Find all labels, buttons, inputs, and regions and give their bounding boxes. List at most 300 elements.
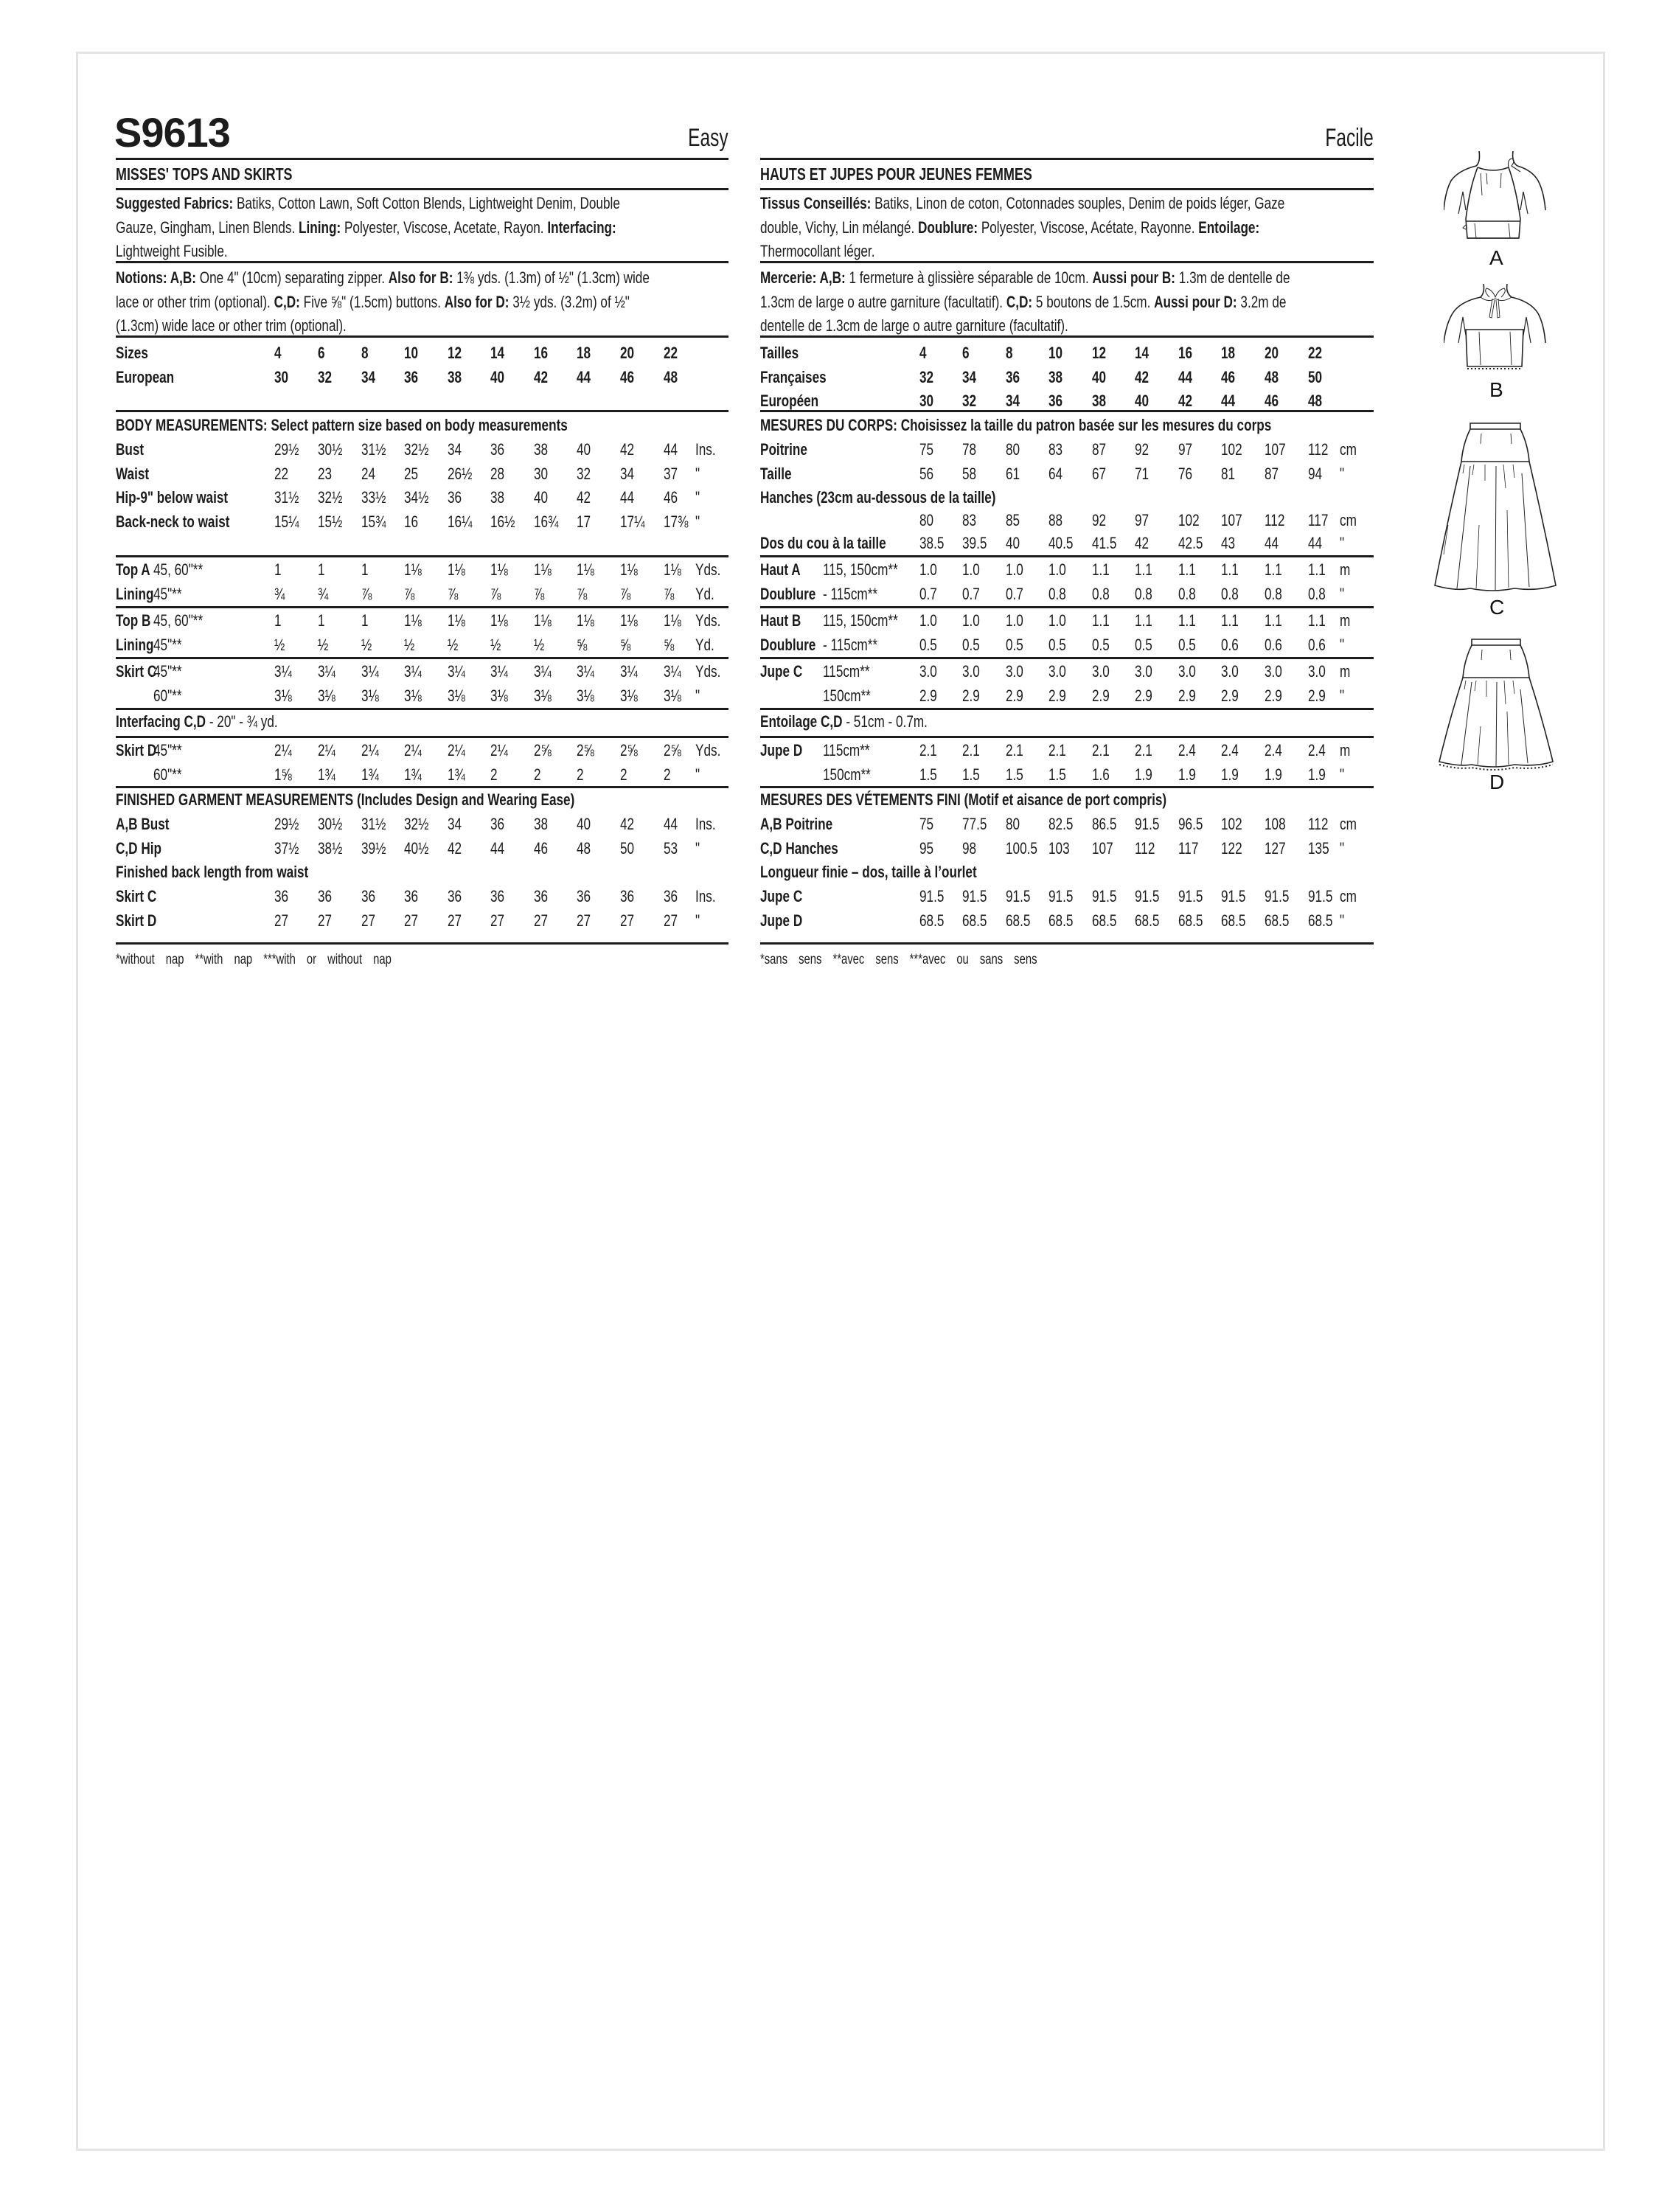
- cell-value: 17⅜: [664, 512, 689, 531]
- table-row: [760, 763, 1374, 787]
- cell-value: 38: [534, 440, 549, 459]
- row-label: C,D Hip: [116, 838, 161, 858]
- cell-value: 3¼: [534, 662, 552, 681]
- cell-value: 36: [490, 815, 505, 833]
- notions: Notions: A,B: One 4" (10cm) separating zipper. Also for B: 1⅜ yds. (1.3m) of ½" (1.3cm) wide lace or other trim (optional). C,D: Five ⅝" (1.5cm) buttons. Also for D: 3½ yds. (3.2m) of ½" (1.3cm) wide lace or other trim (optional).: [116, 268, 650, 335]
- cell-value: 10: [404, 344, 419, 362]
- cell-value: 1.0: [1048, 611, 1066, 630]
- cell-value: 1⅛: [620, 611, 638, 630]
- cell-value: 38½: [318, 838, 343, 858]
- cell-value: 3¼: [448, 662, 465, 681]
- cell-value: 27: [534, 911, 549, 930]
- cell-value: 34: [962, 367, 977, 386]
- cell-value: 2.4: [1221, 741, 1239, 759]
- unit-label: ": [695, 765, 700, 784]
- table-row: [760, 462, 1374, 487]
- cell-value: 2.4: [1178, 741, 1196, 759]
- row-label: Top B: [116, 611, 151, 630]
- cell-value: 80: [1006, 440, 1020, 459]
- unit-label: ": [695, 488, 700, 507]
- cell-value: 68.5: [919, 911, 945, 930]
- cell-value: 3¼: [318, 662, 335, 681]
- cell-value: 71: [1135, 464, 1150, 483]
- cell-value: 67: [1092, 464, 1107, 483]
- cell-value: 0.8: [1178, 584, 1196, 603]
- cell-value: 36: [448, 887, 462, 905]
- cell-value: 0.5: [1092, 635, 1110, 654]
- cell-value: 23: [318, 464, 333, 483]
- row-label: European: [116, 367, 175, 386]
- cell-value: 44: [620, 488, 635, 507]
- cell-value: 2.9: [919, 686, 937, 705]
- cell-value: 82.5: [1048, 815, 1074, 833]
- unit-label: ": [1340, 534, 1345, 552]
- fabric-width: 115, 150cm**: [823, 611, 898, 630]
- cell-value: 27: [664, 911, 678, 930]
- cell-value: ¾: [274, 584, 285, 603]
- cell-value: 1.1: [1265, 611, 1282, 630]
- cell-value: 2: [577, 765, 584, 784]
- table-row: [760, 558, 1374, 582]
- cell-value: 2¼: [318, 741, 335, 759]
- cell-value: 68.5: [1135, 911, 1160, 930]
- fabric-width: 115, 150cm**: [823, 560, 898, 579]
- cell-value: 4: [919, 344, 927, 362]
- cell-value: 36: [664, 887, 678, 905]
- row-label: Skirt D: [116, 741, 157, 759]
- cell-value: 30: [534, 464, 549, 483]
- cell-value: 48: [1265, 367, 1279, 386]
- cell-value: 2.9: [1092, 686, 1110, 705]
- cell-value: ½: [448, 635, 459, 654]
- table-row: [760, 341, 1374, 366]
- cell-value: 77.5: [962, 815, 987, 833]
- cell-value: 18: [577, 344, 591, 362]
- cell-value: 0.6: [1265, 635, 1282, 654]
- divider: [760, 657, 1374, 659]
- cell-value: 36: [490, 440, 505, 459]
- cell-value: 1⅛: [534, 560, 552, 579]
- cell-value: 50: [620, 838, 635, 858]
- cell-value: 1⅛: [664, 560, 681, 579]
- cell-value: 40: [1092, 367, 1107, 386]
- cell-value: 112: [1308, 440, 1329, 459]
- fabric-width: 45"**: [153, 584, 182, 603]
- cell-value: 31½: [274, 488, 299, 507]
- cell-value: 0.5: [1048, 635, 1066, 654]
- table-row: [116, 837, 728, 861]
- cell-value: 32½: [318, 488, 343, 507]
- table-row: [116, 558, 728, 582]
- cell-value: 1.1: [1308, 611, 1326, 630]
- cell-value: 42: [1135, 534, 1150, 552]
- cell-value: 33½: [361, 488, 386, 507]
- cell-value: 2¼: [490, 741, 508, 759]
- unit-label: cm: [1340, 815, 1357, 833]
- cell-value: 3¼: [404, 662, 422, 681]
- pattern-code: S9613: [114, 109, 230, 156]
- unit-label: m: [1340, 560, 1351, 579]
- cell-value: 64: [1048, 464, 1063, 483]
- table-row: [760, 909, 1374, 933]
- row-label: Bust: [116, 440, 145, 459]
- cell-value: 42: [577, 488, 591, 507]
- footnote: *without nap **with nap ***with or without nap: [116, 952, 392, 967]
- cell-value: 1⅛: [404, 560, 422, 579]
- cell-value: 29½: [274, 815, 299, 833]
- cell-value: 36: [1048, 392, 1063, 410]
- unit-label: cm: [1340, 511, 1357, 529]
- divider: [116, 942, 728, 945]
- cell-value: 29½: [274, 440, 299, 459]
- cell-value: 42: [1178, 392, 1193, 410]
- cell-value: 1.5: [1006, 765, 1023, 784]
- title-row-fr: [760, 111, 1374, 160]
- row-label: Lining: [116, 635, 154, 654]
- cell-value: ⅞: [534, 584, 545, 603]
- cell-value: 91.5: [1135, 815, 1160, 833]
- cell-value: 48: [577, 838, 591, 858]
- cell-value: 31½: [361, 440, 386, 459]
- divider: [116, 606, 728, 608]
- cell-value: 36: [448, 488, 462, 507]
- row-label: Européen: [760, 392, 819, 410]
- unit-label: ": [1340, 838, 1345, 858]
- cell-value: 27: [318, 911, 333, 930]
- cell-value: 112: [1265, 511, 1285, 529]
- cell-value: 40: [1135, 392, 1150, 410]
- cell-value: 102: [1178, 511, 1200, 529]
- unit-label: Yd.: [695, 584, 714, 603]
- cell-value: 112: [1135, 838, 1155, 858]
- divider: [760, 410, 1374, 412]
- cell-value: 1.0: [919, 560, 937, 579]
- cell-value: 1⅛: [448, 560, 465, 579]
- cell-value: 85: [1006, 511, 1020, 529]
- cell-value: 108: [1265, 815, 1286, 833]
- cell-value: 22: [664, 344, 678, 362]
- cell-value: 36: [404, 887, 419, 905]
- cell-value: 3¼: [490, 662, 508, 681]
- cell-value: 75: [919, 815, 934, 833]
- cell-value: 20: [620, 344, 635, 362]
- cell-value: 2: [620, 765, 627, 784]
- cell-value: 1.1: [1178, 611, 1196, 630]
- cell-value: 1.0: [919, 611, 937, 630]
- cell-value: 44: [1308, 534, 1323, 552]
- cell-value: 91.5: [1178, 887, 1203, 905]
- cell-value: 78: [962, 440, 977, 459]
- cell-value: 34: [1006, 392, 1020, 410]
- cell-value: 3.0: [962, 662, 980, 681]
- pattern-title-fr: HAUTS ET JUPES POUR JEUNES FEMMES: [760, 164, 1032, 184]
- cell-value: 3.0: [919, 662, 937, 681]
- cell-value: 0.5: [1006, 635, 1023, 654]
- cell-value: 30½: [318, 815, 343, 833]
- cell-value: 3⅛: [361, 686, 379, 705]
- view-b-illustration: [1444, 284, 1547, 376]
- row-label: Skirt C: [116, 887, 157, 905]
- cell-value: 1⅛: [404, 611, 422, 630]
- table-row: [760, 813, 1374, 837]
- cell-value: 40: [1006, 534, 1020, 552]
- cell-value: 92: [1135, 440, 1150, 459]
- cell-value: 97: [1178, 440, 1193, 459]
- unit-label: ": [1340, 584, 1345, 603]
- table-row: [760, 438, 1374, 462]
- fabric-width: 60"**: [153, 686, 182, 705]
- cell-value: 91.5: [919, 887, 945, 905]
- table-row: [760, 684, 1374, 709]
- cell-value: 2¼: [404, 741, 422, 759]
- unit-label: ": [695, 686, 700, 705]
- cell-value: 3.0: [1265, 662, 1282, 681]
- fabric-width: 115cm**: [823, 662, 870, 681]
- cell-value: 12: [1092, 344, 1107, 362]
- cell-value: 1.0: [1006, 560, 1023, 579]
- row-label: Skirt D: [116, 911, 157, 930]
- cell-value: 68.5: [1265, 911, 1290, 930]
- cell-value: 0.5: [962, 635, 980, 654]
- cell-value: 10: [1048, 344, 1063, 362]
- cell-value: 2.9: [1265, 686, 1282, 705]
- cell-value: 6: [318, 344, 325, 362]
- cell-value: 112: [1308, 815, 1329, 833]
- table-row: [760, 509, 1374, 533]
- cell-value: 91.5: [1265, 887, 1290, 905]
- cell-value: 2.1: [919, 741, 937, 759]
- cell-value: 38: [1048, 367, 1063, 386]
- cell-value: 107: [1221, 511, 1242, 529]
- cell-value: ¾: [318, 584, 329, 603]
- cell-value: 3.0: [1135, 662, 1152, 681]
- notions-fr: Mercerie: A,B: 1 fermeture à glissière séparable de 10cm. Aussi pour B: 1.3m de dentelle de 1.3cm de large o autre garniture (facultatif). C,D: 5 boutons de 1.5cm. Aussi pour D: 3.2m de dentelle de 1.3cm de large o autre garniture (facultatif).: [760, 268, 1290, 335]
- cell-value: 22: [274, 464, 289, 483]
- fabric-width: 60"**: [153, 765, 182, 784]
- cell-value: 32: [318, 367, 333, 386]
- unit-label: Yds.: [695, 662, 721, 681]
- cell-value: 37½: [274, 838, 299, 858]
- cell-value: 87: [1265, 464, 1279, 483]
- cell-value: 39½: [361, 838, 386, 858]
- cell-value: 0.8: [1308, 584, 1326, 603]
- body-measurements-heading: BODY MEASUREMENTS: Select pattern size based on body measurements: [116, 416, 568, 434]
- cell-value: ½: [361, 635, 372, 654]
- cell-value: 16¾: [534, 512, 559, 531]
- cell-value: 37: [664, 464, 678, 483]
- cell-value: 27: [274, 911, 289, 930]
- unit-label: cm: [1340, 887, 1357, 905]
- cell-value: 36: [318, 887, 333, 905]
- unit-label: Yd.: [695, 635, 714, 654]
- table-row: [116, 341, 728, 366]
- cell-value: 2.9: [1006, 686, 1023, 705]
- cell-value: 1.9: [1178, 765, 1196, 784]
- cell-value: 107: [1092, 838, 1113, 858]
- cell-value: 42.5: [1178, 534, 1203, 552]
- table-row: [116, 438, 728, 462]
- divider: [116, 555, 728, 557]
- row-label: Jupe C: [760, 662, 803, 681]
- cell-value: 43: [1221, 534, 1236, 552]
- unit-label: ": [695, 838, 700, 858]
- cell-value: 40: [577, 815, 591, 833]
- cell-value: 1: [274, 560, 282, 579]
- unit-label: Yds.: [695, 560, 721, 579]
- cell-value: 68.5: [1006, 911, 1031, 930]
- cell-value: 1.1: [1221, 560, 1239, 579]
- difficulty-label-fr: Facile: [1325, 124, 1374, 152]
- cell-value: 91.5: [1221, 887, 1246, 905]
- cell-value: 2.1: [1135, 741, 1152, 759]
- cell-value: 3.0: [1221, 662, 1239, 681]
- cell-value: 117: [1178, 838, 1199, 858]
- unit-label: Ins.: [695, 815, 716, 833]
- fabric-width: 150cm**: [823, 686, 871, 705]
- table-row: [760, 660, 1374, 684]
- cell-value: 34: [448, 815, 462, 833]
- cell-value: 46: [620, 367, 635, 386]
- cell-value: 3⅛: [664, 686, 681, 705]
- cell-value: 36: [1006, 367, 1020, 386]
- divider: [760, 555, 1374, 557]
- cell-value: 36: [534, 887, 549, 905]
- cell-value: 1⅛: [577, 611, 594, 630]
- cell-value: 1.1: [1308, 560, 1326, 579]
- cell-value: 68.5: [1221, 911, 1246, 930]
- cell-value: 61: [1006, 464, 1020, 483]
- cell-value: 3¼: [664, 662, 681, 681]
- cell-value: 87: [1092, 440, 1107, 459]
- cell-value: 0.8: [1135, 584, 1152, 603]
- cell-value: 46: [1221, 367, 1236, 386]
- cell-value: 1: [318, 611, 325, 630]
- row-label: Françaises: [760, 367, 827, 386]
- cell-value: 12: [448, 344, 462, 362]
- table-row: [116, 684, 728, 709]
- view-d-illustration: [1433, 638, 1559, 771]
- cell-value: 68.5: [1308, 911, 1333, 930]
- cell-value: 8: [1006, 344, 1013, 362]
- unit-label: ": [695, 464, 700, 483]
- cell-value: 3⅛: [534, 686, 552, 705]
- cell-value: 40½: [404, 838, 429, 858]
- fabric-width: 45"**: [153, 741, 182, 759]
- cell-value: 48: [664, 367, 678, 386]
- cell-value: 0.5: [1135, 635, 1152, 654]
- table-row: [760, 582, 1374, 607]
- unit-label: Ins.: [695, 440, 716, 459]
- cell-value: 2.1: [1092, 741, 1110, 759]
- cell-value: 32½: [404, 440, 429, 459]
- table-row: [760, 366, 1374, 390]
- cell-value: 24: [361, 464, 376, 483]
- cell-value: 1.5: [919, 765, 937, 784]
- cell-value: 27: [490, 911, 505, 930]
- unit-label: cm: [1340, 440, 1357, 459]
- cell-value: 1⅛: [534, 611, 552, 630]
- cell-value: 83: [962, 511, 977, 529]
- row-label: A,B Poitrine: [760, 815, 833, 833]
- cell-value: 16½: [490, 512, 515, 531]
- cell-value: 20: [1265, 344, 1279, 362]
- cell-value: 1¾: [361, 765, 379, 784]
- cell-value: 34: [448, 440, 462, 459]
- cell-value: 3¼: [620, 662, 638, 681]
- row-label: Back-neck to waist: [116, 512, 230, 531]
- cell-value: 107: [1265, 440, 1286, 459]
- cell-value: 28: [490, 464, 505, 483]
- cell-value: 34: [620, 464, 635, 483]
- row-label: Hip-9" below waist: [116, 488, 229, 507]
- cell-value: 98: [962, 838, 977, 858]
- table-row: [116, 813, 728, 837]
- unit-label: ": [695, 911, 700, 930]
- cell-value: 3⅛: [577, 686, 594, 705]
- cell-value: 91.5: [1092, 887, 1117, 905]
- unit-label: ": [1340, 686, 1345, 705]
- cell-value: 50: [1308, 367, 1323, 386]
- cell-value: 1.1: [1221, 611, 1239, 630]
- table-row: [116, 582, 728, 607]
- cell-value: 135: [1308, 838, 1329, 858]
- unit-label: m: [1340, 611, 1351, 630]
- cell-value: 3¼: [361, 662, 379, 681]
- cell-value: 46: [534, 838, 549, 858]
- cell-value: 2⅝: [534, 741, 552, 759]
- cell-value: 100.5: [1006, 838, 1037, 858]
- row-label: Poitrine: [760, 440, 807, 459]
- cell-value: 3¼: [274, 662, 292, 681]
- cell-value: 1.0: [1048, 560, 1066, 579]
- table-row: [760, 739, 1374, 763]
- table-row: [116, 510, 728, 535]
- cell-value: 14: [1135, 344, 1150, 362]
- table-row: [116, 609, 728, 633]
- cell-value: 1¾: [318, 765, 335, 784]
- cell-value: 44: [490, 838, 505, 858]
- cell-value: 1: [361, 560, 369, 579]
- cell-value: 0.8: [1221, 584, 1239, 603]
- unit-label: Yds.: [695, 611, 721, 630]
- cell-value: 1⅛: [664, 611, 681, 630]
- cell-value: 2.1: [1006, 741, 1023, 759]
- cell-value: 36: [490, 887, 505, 905]
- cell-value: 44: [664, 440, 678, 459]
- cell-value: 44: [577, 367, 591, 386]
- body-measurements-heading-fr: MESURES DU CORPS: Choisissez la taille du patron basée sur les mesures du corps: [760, 416, 1272, 434]
- cell-value: 127: [1265, 838, 1286, 858]
- cell-value: 1.9: [1265, 765, 1282, 784]
- cell-value: 76: [1178, 464, 1193, 483]
- cell-value: 0.6: [1308, 635, 1326, 654]
- cell-value: 32: [577, 464, 591, 483]
- divider: [760, 736, 1374, 738]
- row-label: Jupe D: [760, 911, 803, 930]
- cell-value: 2.1: [962, 741, 980, 759]
- cell-value: 46: [1265, 392, 1279, 410]
- fabric-width: - 115cm**: [823, 584, 878, 603]
- interfacing-note: Interfacing C,D - 20" - ¾ yd.: [116, 712, 278, 731]
- view-c-illustration: [1433, 422, 1559, 596]
- cell-value: 42: [1135, 367, 1150, 386]
- cell-value: 86.5: [1092, 815, 1117, 833]
- cell-value: 2.9: [1308, 686, 1326, 705]
- unit-label: m: [1340, 662, 1351, 681]
- finished-measurements-heading-fr: MESURES DES VÉTEMENTS FINI (Motif et aisance de port compris): [760, 790, 1167, 809]
- divider: [760, 261, 1374, 263]
- cell-value: 1.1: [1092, 611, 1110, 630]
